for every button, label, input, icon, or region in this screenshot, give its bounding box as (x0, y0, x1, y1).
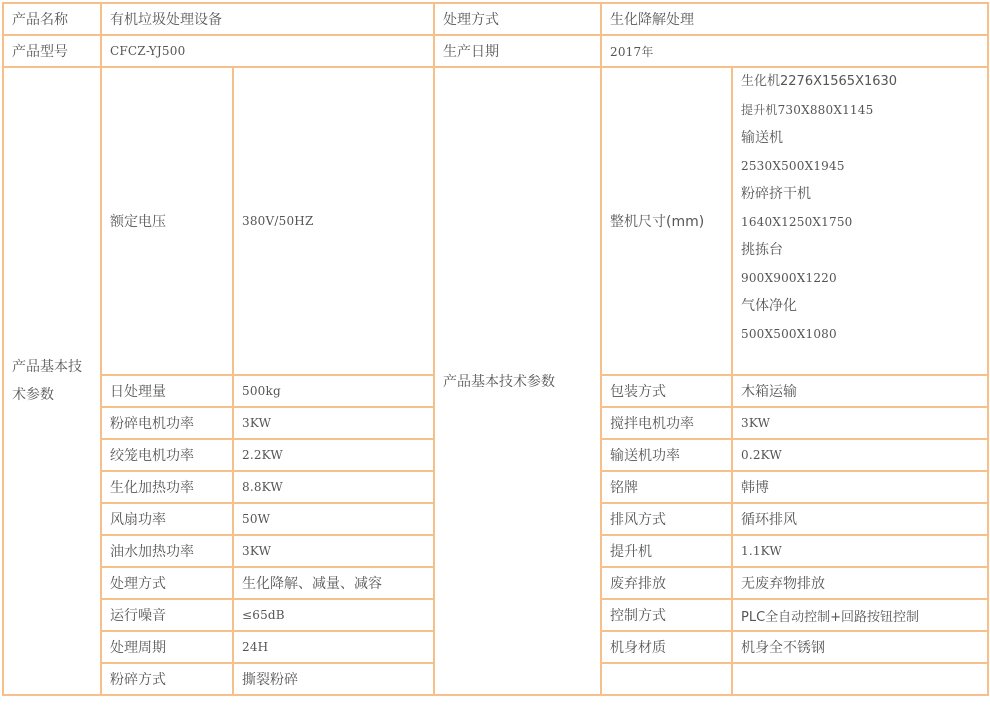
value-cell: CFCZ-YJ500 (101, 35, 434, 67)
param-value: 24H (233, 631, 434, 663)
label-cell: 生产日期 (434, 35, 601, 67)
param-label: 机身材质 (601, 631, 732, 663)
group-label-left (3, 67, 101, 695)
dimension-line: 500X500X1080 (741, 327, 837, 341)
param-value: 撕裂粉碎 (233, 663, 434, 695)
param-label: 控制方式 (601, 599, 732, 631)
param-label: 风扇功率 (101, 503, 233, 535)
value-cell: 2017年 (601, 35, 988, 67)
param-label (601, 663, 732, 695)
group-label-line: 产品基本技 (12, 359, 82, 375)
param-value: 循环排风 (732, 503, 988, 535)
param-value: 500kg (233, 375, 434, 407)
param-label: 废弃排放 (601, 567, 732, 599)
param-value: 3KW (732, 407, 988, 439)
param-value: ≤65dB (233, 599, 434, 631)
value-cell: 有机垃圾处理设备 (101, 3, 434, 35)
dimension-line: 气体净化 (741, 298, 797, 314)
param-label: 粉碎方式 (101, 663, 233, 695)
param-label: 日处理量 (101, 375, 233, 407)
table-row (3, 67, 988, 375)
param-value: 50W (233, 503, 434, 535)
label-cell: 产品名称 (3, 3, 101, 35)
param-value: 2.2KW (233, 439, 434, 471)
dimension-line: 粉碎挤干机 (741, 186, 811, 202)
param-label: 油水加热功率 (101, 535, 233, 567)
param-value: 380V/50HZ (233, 67, 434, 375)
param-label: 包装方式 (601, 375, 732, 407)
param-value: 8.8KW (233, 471, 434, 503)
product-spec-table (2, 2, 989, 696)
param-label: 处理方式 (101, 567, 233, 599)
param-value: PLC全自动控制+回路按钮控制 (732, 599, 988, 631)
spec-table-container (2, 2, 989, 696)
param-label: 额定电压 (101, 67, 233, 375)
param-label: 整机尺寸(mm) (601, 67, 732, 375)
label-cell: 产品型号 (3, 35, 101, 67)
label-cell: 处理方式 (434, 3, 601, 35)
group-label-line: 术参数 (12, 387, 54, 403)
param-label: 输送机功率 (601, 439, 732, 471)
param-label: 处理周期 (101, 631, 233, 663)
param-value: 木箱运输 (732, 375, 988, 407)
param-value: 无废弃物排放 (732, 567, 988, 599)
param-value: 3KW (233, 407, 434, 439)
table-row (3, 3, 988, 35)
dimension-line: 1640X1250X1750 (741, 215, 853, 229)
dimension-line: 提升机730X880X1145 (741, 103, 874, 117)
param-label: 提升机 (601, 535, 732, 567)
param-label: 运行噪音 (101, 599, 233, 631)
group-label-right: 产品基本技术参数 (434, 67, 601, 695)
param-value: 机身全不锈钢 (732, 631, 988, 663)
param-label: 生化加热功率 (101, 471, 233, 503)
param-label: 排风方式 (601, 503, 732, 535)
param-label: 铭牌 (601, 471, 732, 503)
param-label: 粉碎电机功率 (101, 407, 233, 439)
table-row (3, 35, 988, 67)
dimension-line: 挑拣台 (741, 242, 783, 258)
param-value (732, 663, 988, 695)
dimension-line: 生化机2276X1565X1630 (741, 74, 898, 89)
param-value: 1.1KW (732, 535, 988, 567)
dimension-line: 2530X500X1945 (741, 159, 845, 173)
dimension-line: 输送机 (741, 130, 783, 146)
value-cell: 生化降解处理 (601, 3, 988, 35)
param-value: 0.2KW (732, 439, 988, 471)
param-value: 生化降解、减量、减容 (233, 567, 434, 599)
param-label: 绞笼电机功率 (101, 439, 233, 471)
dimension-line: 900X900X1220 (741, 271, 837, 285)
param-label: 搅拌电机功率 (601, 407, 732, 439)
dimensions-value (732, 67, 988, 375)
param-value: 3KW (233, 535, 434, 567)
param-value: 韩博 (732, 471, 988, 503)
